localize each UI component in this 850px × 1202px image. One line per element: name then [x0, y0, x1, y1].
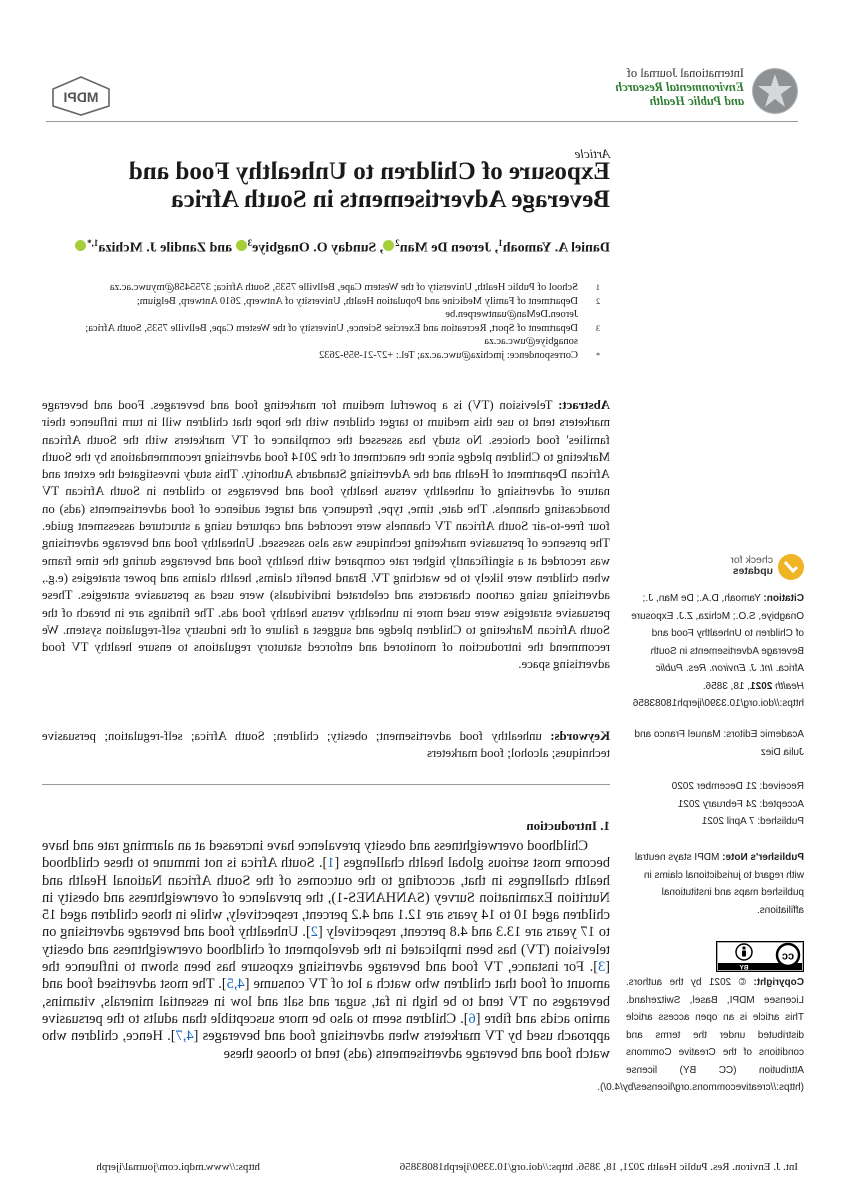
author-separator: , — [376, 240, 384, 256]
footer-journal-url[interactable]: https://www.mdpi.com/journal/ijerph — [96, 1161, 260, 1173]
journal-name — [584, 66, 744, 108]
article-title: Exposure of Children to Unhealthy Food and Beverage Advertisements in South Africa — [128, 158, 610, 213]
journal-name-line3: and Public Health — [649, 94, 744, 108]
keywords — [42, 728, 610, 763]
author-list — [50, 238, 610, 257]
journal-name-line1: International Journal of — [626, 66, 744, 80]
affiliation-mark: 2 — [596, 296, 600, 306]
date-received: Received: 21 December 2020 — [671, 781, 804, 792]
journal-logo-icon — [752, 68, 798, 114]
citation-block — [626, 590, 804, 713]
citation-year: 2021 — [750, 680, 773, 692]
copyright-label: Copyright: — [753, 977, 804, 988]
cc-by-license-icon[interactable] — [716, 941, 804, 972]
citation-text: Yamoah, D.A.; De Man, J.; Onagbiye, S.O.; Mchiza, Z.J. Exposure of Children to Unhealthy Food and Beverage Advertisements in South Africa. — [631, 593, 804, 674]
affiliation-row — [50, 349, 610, 363]
affiliation-text: Department of Family Medicine and Population Health, University of Antwerp, 2610 Antwerp, Belgium; Jeroen.DeMan@uantwerpen.be — [136, 295, 578, 320]
introduction-paragraph — [42, 838, 610, 1063]
publisher-note — [626, 849, 804, 919]
check-updates-icon — [778, 554, 804, 580]
affiliation-row — [50, 281, 610, 295]
orcid-icon[interactable] — [236, 240, 247, 251]
author-name: Zandile J. Mchiza — [98, 240, 207, 256]
date-accepted: Accepted: 24 February 2021 — [677, 798, 804, 810]
author-separator: , — [491, 240, 499, 256]
journal-name-line2: Environmental Research — [615, 80, 744, 94]
article-type: Article — [574, 146, 610, 161]
copyright-text: © 2021 by the authors. Licensee MDPI, Basel, Switzerland. This article is an open access article distributed under the terms and conditions of the Creative Commons Attribution (CC BY) license (https://creativecommons.org/licenses/by/4.0/). — [597, 977, 804, 1093]
affiliation-text: Correspondence: jmchiza@uwc.ac.za; Tel.: +27-21-959-2632 — [319, 349, 578, 361]
publisher-note-label: Publisher's Note: — [722, 852, 804, 863]
cc-text: cc — [781, 950, 795, 963]
affiliation-mark: 3 — [596, 323, 600, 333]
check-updates-line2: updates — [732, 565, 773, 577]
footer-citation: Int. J. Environ. Res. Public Health 2021, 18, 3856. https://doi.org/10.3390/ijerph18083856 — [399, 1161, 798, 1173]
author-affiliation-mark: 2 — [395, 238, 400, 248]
citation-link[interactable]: 4,5 — [226, 976, 245, 993]
header-divider — [46, 121, 798, 122]
introduction-text: ]. Hence, children who watch food and beverage advertisements (ads) tend to choose these — [42, 1028, 610, 1062]
citation-tail: , 18, 3856. https://doi.org/10.3390/ijerph18083856 — [632, 680, 804, 709]
mdpi-logo — [50, 76, 112, 116]
introduction-text: ]. For instance, TV food and beverage advertising exposure has been shown to influence the amount of food that children who watch a lot of TV consume [ — [42, 959, 610, 993]
section-divider — [42, 784, 610, 785]
citation-link[interactable]: 3 — [598, 959, 606, 976]
affiliation-mark: * — [596, 350, 600, 360]
cc-by-text: BY — [739, 964, 749, 972]
abstract-text: Television (TV) is a powerful medium for marketing food and beverages. Food and beverage marketers tend to use this medium to target children with the hope that children will in turn influence their families' food choices. No study has assessed the compliance of TV marketers with the South African Marketing to Children pledge since the enactment of the 2014 food advertising recommendations by the South African Department of Health and the Advertising Standards Authority. This study investigated the extent and nature of advertising of unhealthy versus healthy food and beverages to children in South African TV broadcasting channels. The date, time, type, frequency and target audience of food advertisements (ads) on four free-to-air South African TV channels were recorded and captured using a structured assessment guide. The presence of persuasive marketing techniques was also assessed. Unhealthy food and beverage advertising was recorded at a significantly higher rate compared with healthy food and beverages during the time frame when children were likely to be watching TV. Brand benefit claims, health claims and power strategies (e.g., advertising using cartoon characters and celebrated individuals) were used as persuasive strategies. These persuasive strategies were used more in unhealthy versus healthy food ads. The findings are in breach of the South African Marketing to Children pledge and suggest a failure of the industry self-regulation system. We recommend the introduction of monitored and enforced statutory regulations to ensure healthy TV food advertising space. — [41, 398, 610, 672]
affiliation-text: Department of Sport, Recreation and Exercise Science, University of the Western Cape, Bellville 7535, South Africa; sonagbiye@uwc.ac.za — [85, 322, 578, 347]
mdpi-logo-text: MDPI — [63, 89, 99, 105]
article-dates — [626, 778, 804, 831]
publisher-note-text: MDPI stays neutral with regard to jurisdictional claims in published maps and institutional affiliations. — [634, 852, 804, 916]
keywords-label: Keywords: — [550, 729, 610, 743]
citation-link[interactable]: 6 — [468, 1010, 476, 1027]
orcid-icon[interactable] — [383, 240, 394, 251]
check-for-updates-button[interactable] — [694, 554, 804, 584]
author-affiliation-mark: 3 — [247, 238, 253, 248]
author-name: Daniel A. Yamoah — [502, 240, 610, 256]
introduction-text: ]. Children seem to also be more susceptible than adults to the persuasive approach used by TV marketers when advertising food and beverages [ — [42, 1010, 610, 1045]
affiliation-row — [50, 322, 610, 349]
section-heading-introduction: 1. Introduction — [526, 818, 610, 833]
abstract — [42, 397, 610, 674]
affiliation-mark: 1 — [596, 283, 600, 292]
author-affiliation-mark: 1,* — [87, 238, 99, 248]
introduction-text: ]. The most advertised food and beverages on TV tend to be high in fat, sugar and salt and low in essential minerals, vitamins, amino acids and fibre [ — [41, 976, 610, 1027]
copyright-notice — [597, 974, 804, 1097]
affiliation-text: School of Public Health, University of the Western Cape, Bellville 7535, South Africa; 3755458@myuwc.ac.za — [109, 282, 578, 293]
check-updates-label — [730, 555, 773, 577]
author-name: Jeroen De Man — [399, 240, 492, 256]
affiliations — [50, 281, 610, 362]
introduction-text: Childhood overweightness and obesity prevalence have increased at an alarming rate and have become most serious global health challenges [ — [42, 838, 610, 872]
orcid-icon[interactable] — [75, 240, 86, 251]
introduction-text: ]. South Africa is not immune to these childhood health challenges in that, according to the outcomes of the South African National Health and Nutrition Examination Survey (SANHANES-1), the prevalence of overweightness and obesity in children aged 10 to 14 years are 12.1 and 4.2 percent, respectively, while in those children aged 15 to 17 years are 13.3 and 4.8 percent, respectively [ — [42, 855, 610, 941]
citation-label: Citation: — [763, 593, 804, 604]
affiliation-row — [50, 295, 610, 322]
author-separator: and — [206, 240, 236, 256]
citation-link[interactable]: 2 — [310, 924, 318, 941]
abstract-label: Abstract: — [558, 398, 610, 412]
author-affiliation-mark: 1 — [498, 238, 503, 248]
citation-journal: Int. J. Environ. Res. Public Health — [655, 663, 804, 692]
academic-editors: Academic Editors: Manuel Franco and Julia Diez — [634, 729, 804, 758]
introduction-text: ]. Unhealthy food and beverage advertising on television (TV) has been implicated in the development of childhood overweightness and obesity [ — [42, 924, 610, 976]
citation-link[interactable]: 1 — [327, 855, 335, 872]
check-updates-line1: check for — [730, 554, 773, 566]
citation-link[interactable]: 4,7 — [175, 1028, 194, 1045]
author-name: Sunday O. Onagbiye — [252, 240, 377, 256]
date-published: Published: 7 April 2021 — [701, 816, 804, 827]
keywords-text: unhealthy food advertisement; obesity; children; South Africa; self-regulation; persuasive techniques; alcohol; food marketers — [42, 729, 610, 761]
